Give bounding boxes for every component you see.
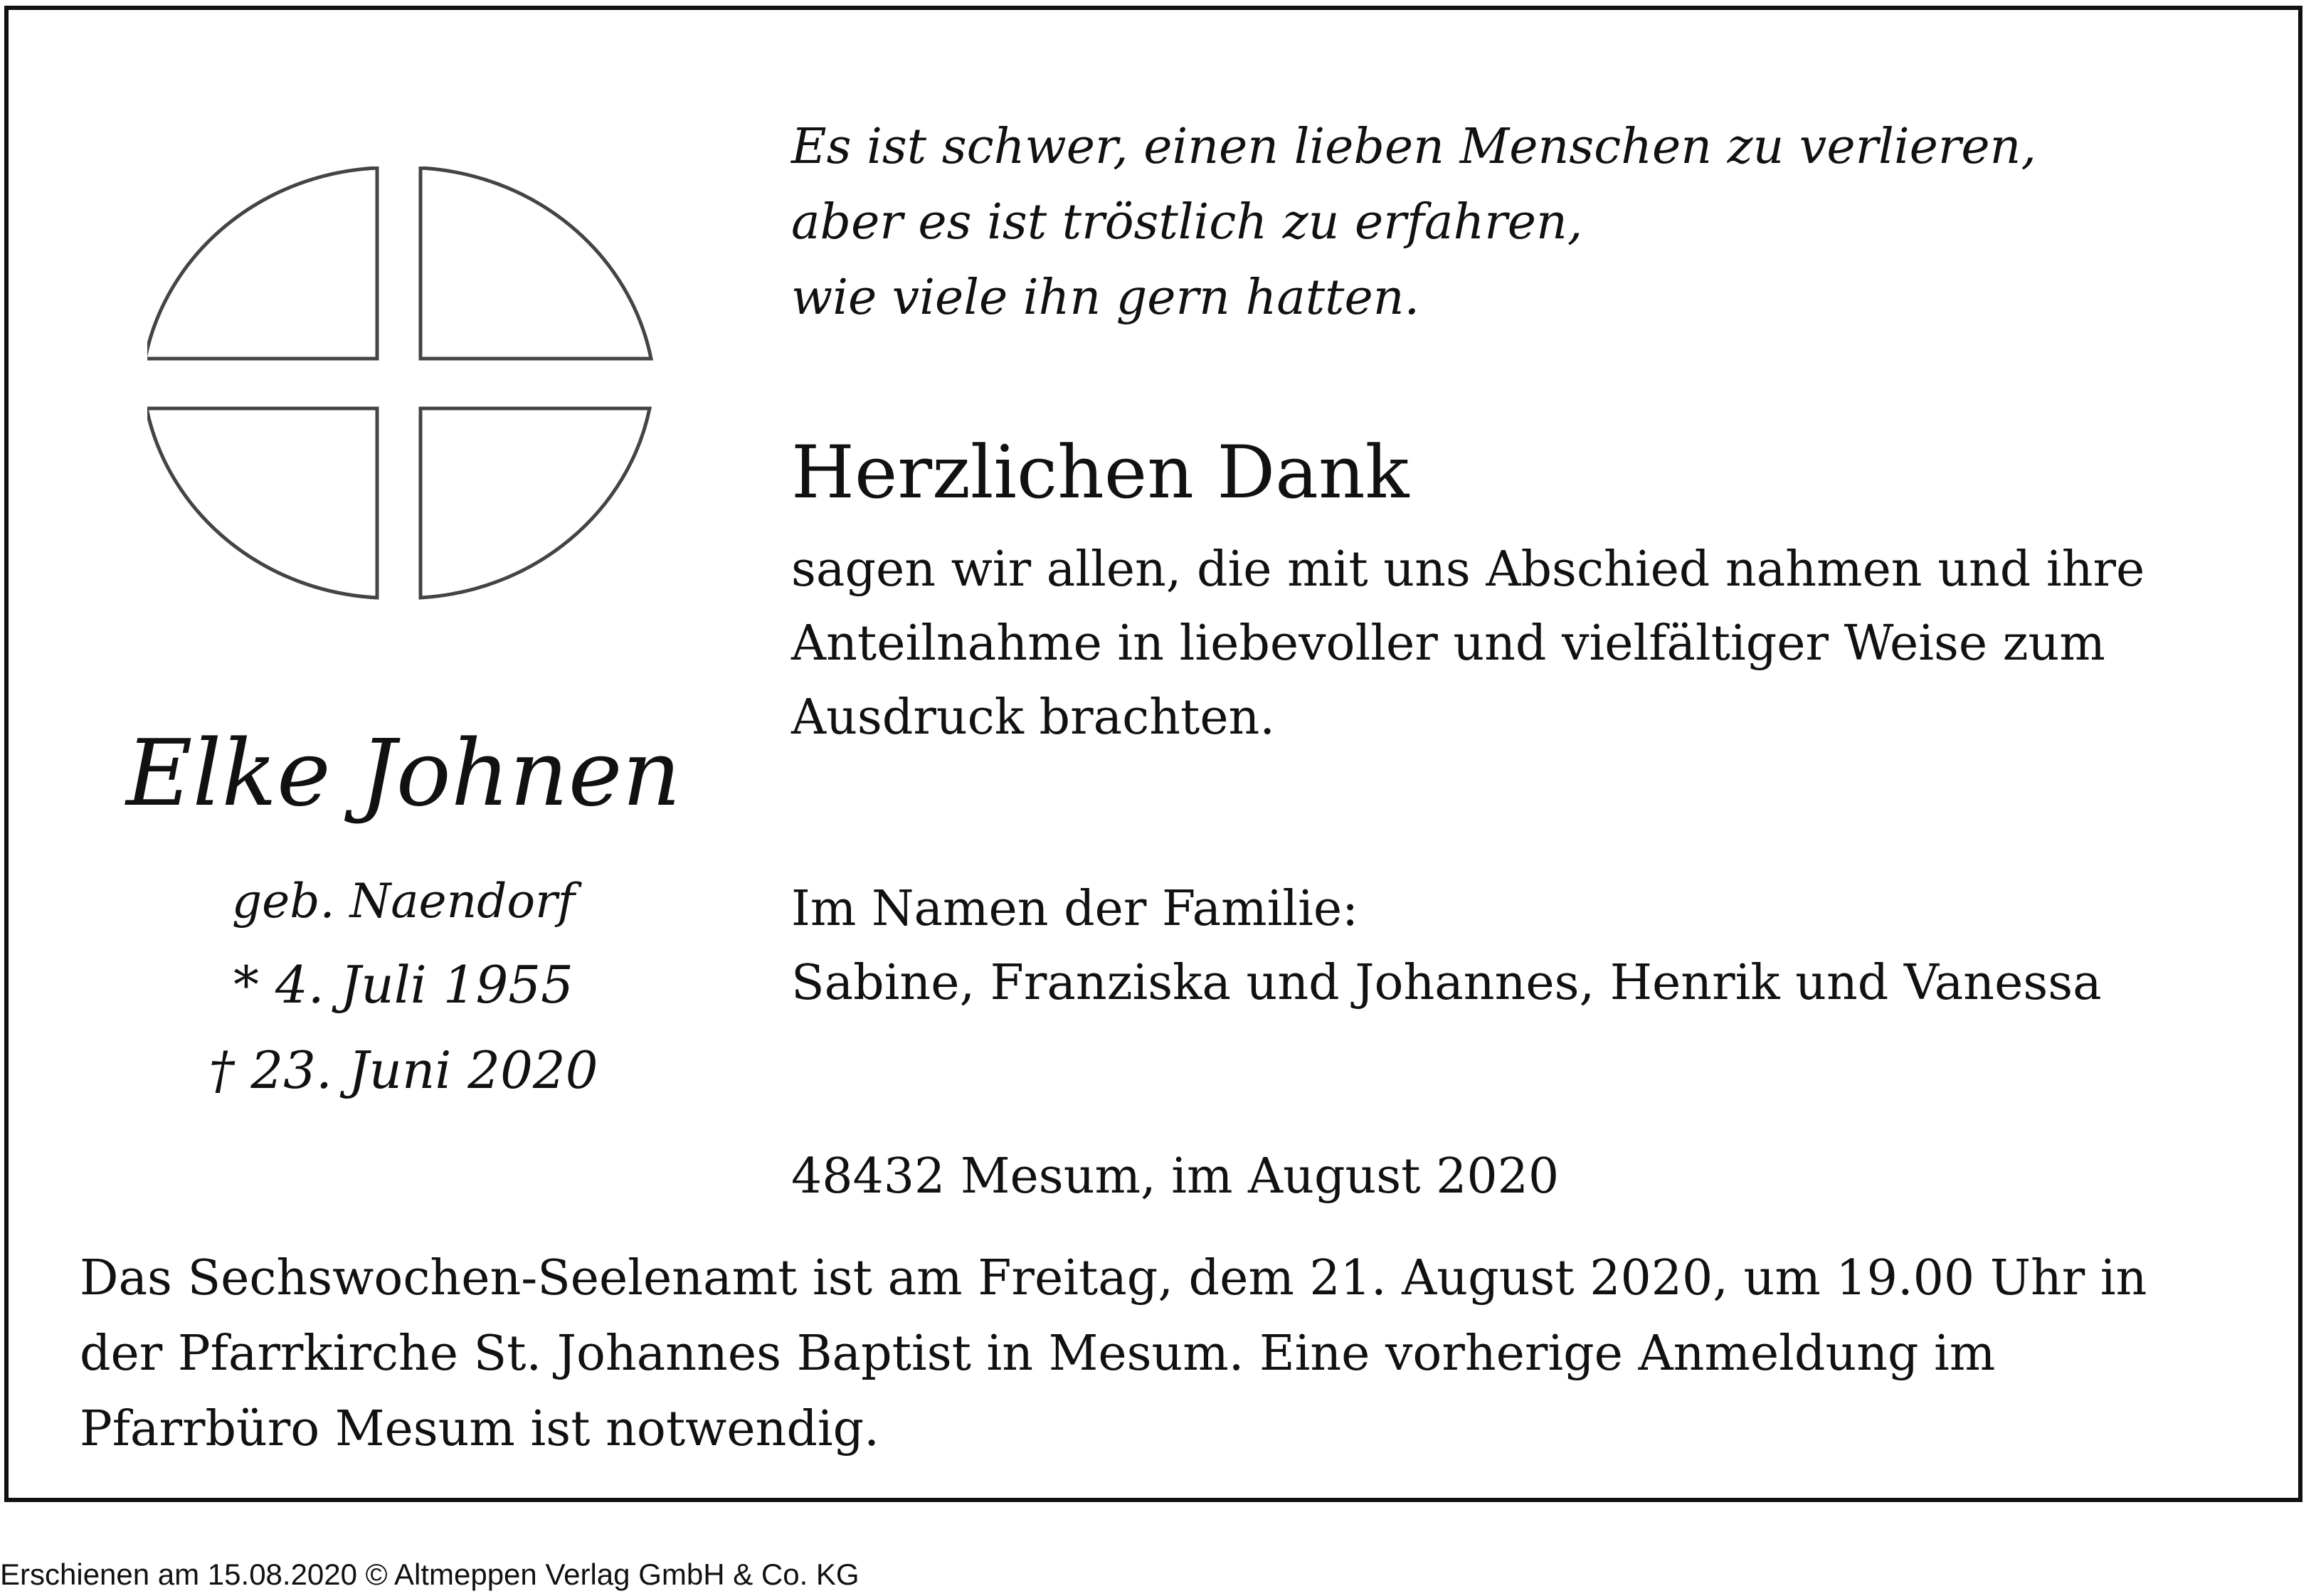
- location-date: 48432 Mesum, im August 2020: [791, 1148, 1560, 1205]
- death-date: † 23. Juni 2020: [208, 1040, 598, 1100]
- circle-cross-icon: [147, 167, 660, 608]
- deceased-details: [108, 721, 699, 1100]
- service-note: Das Sechswochen-Seelenamt ist am Freitag, dem 21. August 2020, um 19.00 Uhr in der Pfarrkirche St. Johannes Baptist in Mesum. Eine vorherige Anmeldung im Pfarrbüro Mesum ist notwendig.: [80, 1250, 2147, 1457]
- quote-line: wie viele ihn gern hatten.: [791, 270, 1420, 326]
- quote-line: aber es ist tröstlich zu erfahren,: [791, 194, 1583, 250]
- birth-date: * 4. Juli 1955: [233, 955, 573, 1015]
- quote-line: Es ist schwer, einen lieben Menschen zu verlieren,: [791, 119, 2036, 175]
- thanks-title: Herzlichen Dank: [791, 430, 1410, 515]
- family-names: Sabine, Franziska und Johannes, Henrik und Vanessa: [791, 955, 2102, 1011]
- publication-footer: Erschienen am 15.08.2020 © Altmeppen Verlag GmbH & Co. KG: [0, 1558, 860, 1591]
- obituary-notice: [4, 6, 2302, 1502]
- birth-name: geb. Naendorf: [231, 874, 576, 929]
- quote-block: [791, 110, 2236, 336]
- family-intro: Im Namen der Familie:: [791, 881, 1359, 937]
- thanks-text: sagen wir allen, die mit uns Abschied nahmen und ihre Anteilnahme in liebevoller und vielfältiger Weise zum Ausdruck brachten.: [791, 541, 2145, 746]
- deceased-name: Elke Johnen: [126, 721, 681, 827]
